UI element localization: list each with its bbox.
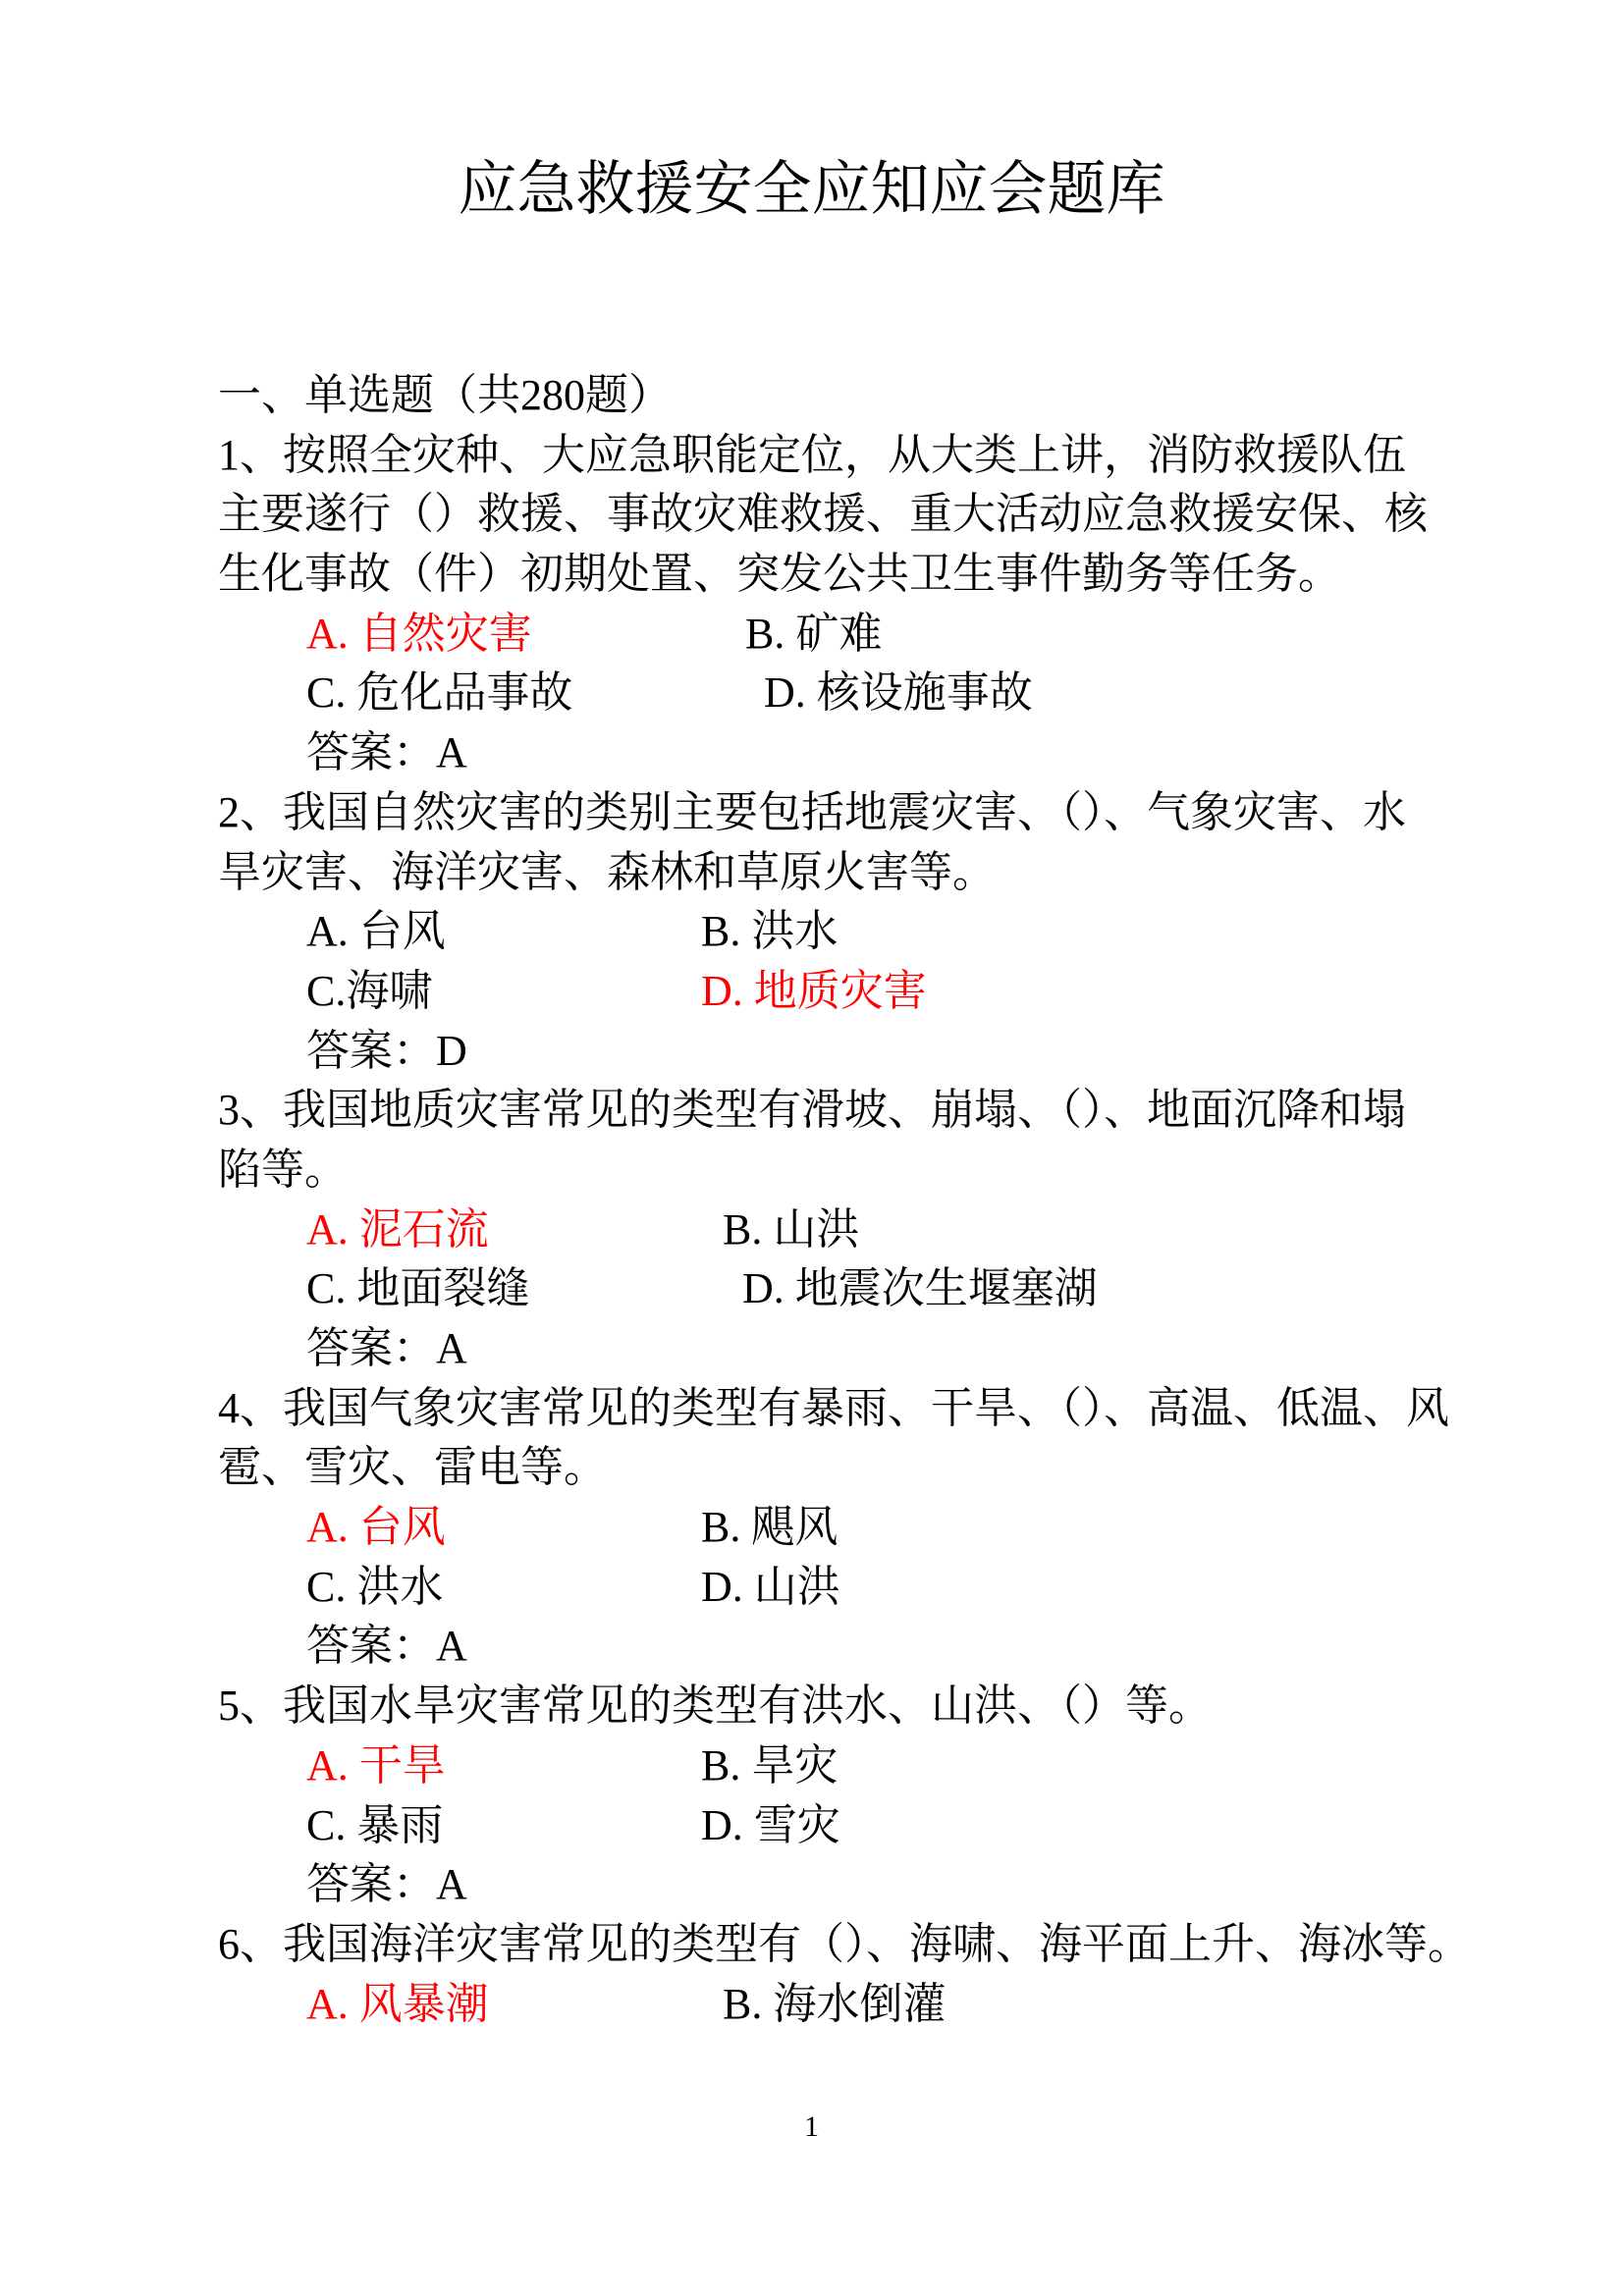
answer-label: 答案： — [306, 1860, 436, 1909]
options-row — [218, 1975, 1494, 2035]
option: C. 危化品事故 — [306, 668, 573, 718]
question-text-line: 旱灾害、海洋灾害、森林和草原火害等。 — [218, 847, 996, 896]
options-row — [218, 1796, 1494, 1856]
option: B. 飓风 — [701, 1503, 839, 1552]
question-text-line: 1、按照全灾种、大应急职能定位，从大类上讲，消防救援队伍 — [218, 430, 1406, 479]
answer-line — [218, 1319, 1494, 1379]
option: B. 山洪 — [723, 1204, 860, 1254]
page-number: 1 — [804, 2110, 819, 2143]
options-row — [218, 1498, 1494, 1558]
question-item — [218, 426, 1494, 783]
option: C. 地面裂缝 — [306, 1264, 530, 1313]
option: B. 海水倒灌 — [723, 1979, 947, 2028]
option: D. 雪灾 — [701, 1800, 840, 1849]
answer-value: A — [436, 728, 467, 777]
option-correct: A. 泥石流 — [306, 1204, 489, 1254]
option-correct: A. 台风 — [306, 1503, 446, 1552]
option: B. 矿难 — [745, 609, 883, 658]
answer-label: 答案： — [306, 1622, 436, 1671]
option: B. 旱灾 — [701, 1740, 839, 1789]
answer-value: A — [436, 1324, 467, 1372]
option-correct: D. 地质灾害 — [701, 966, 927, 1015]
options-row — [218, 1201, 1494, 1260]
question-text-line: 4、我国气象灾害常见的类型有暴雨、干旱、（）、高温、低温、风 — [218, 1383, 1449, 1432]
question-text-line: 3、我国地质灾害常见的类型有滑坡、崩塌、（）、地面沉降和塌 — [218, 1086, 1406, 1135]
options-row — [218, 1259, 1494, 1319]
options-row — [218, 902, 1494, 962]
question-item — [218, 783, 1494, 1081]
answer-label: 答案： — [306, 728, 436, 777]
option-correct: A. 风暴潮 — [306, 1979, 489, 2028]
answer-line — [218, 1022, 1494, 1082]
option: C. 洪水 — [306, 1562, 444, 1611]
section-heading: 一、单选题（共280题） — [218, 371, 672, 419]
options-row — [218, 605, 1494, 665]
answer-line — [218, 723, 1494, 783]
answer-value: D — [436, 1026, 467, 1075]
option-correct: A. 干旱 — [306, 1740, 446, 1789]
option: B. 洪水 — [701, 907, 839, 956]
option: D. 核设施事故 — [764, 668, 1033, 718]
document-title: 应急救援安全应知应会题库 — [458, 157, 1165, 222]
answer-line — [218, 1617, 1494, 1677]
option: C.海啸 — [306, 966, 433, 1015]
option: D. 地震次生堰塞湖 — [742, 1264, 1098, 1313]
options-row — [218, 962, 1494, 1022]
question-text-line: 雹、雪灾、雷电等。 — [218, 1443, 607, 1492]
answer-label: 答案： — [306, 1026, 436, 1075]
question-text-line: 2、我国自然灾害的类别主要包括地震灾害、（）、气象灾害、水 — [218, 787, 1406, 836]
question-text-line: 陷等。 — [218, 1145, 348, 1194]
option: C. 暴雨 — [306, 1800, 444, 1849]
question-item — [218, 1379, 1494, 1677]
question-text-line: 6、我国海洋灾害常见的类型有（）、海啸、海平面上升、海冰等。 — [218, 1919, 1471, 1968]
option: D. 山洪 — [701, 1562, 840, 1611]
answer-label: 答案： — [306, 1324, 436, 1372]
answer-value: A — [436, 1622, 467, 1671]
question-text-line: 主要遂行（）救援、事故灾难救援、重大活动应急救援安保、核 — [218, 490, 1428, 539]
question-item — [218, 1915, 1494, 2034]
options-row — [218, 664, 1494, 723]
option: A. 台风 — [306, 907, 446, 956]
options-row — [218, 1558, 1494, 1618]
answer-value: A — [436, 1860, 467, 1909]
question-item — [218, 1081, 1494, 1378]
question-text-line: 5、我国水旱灾害常见的类型有洪水、山洪、（）等。 — [218, 1682, 1212, 1731]
options-row — [218, 1736, 1494, 1796]
question-text-line: 生化事故（件）初期处置、突发公共卫生事件勤务等任务。 — [218, 550, 1341, 599]
option-correct: A. 自然灾害 — [306, 609, 532, 658]
question-item — [218, 1677, 1494, 1915]
question-list — [218, 366, 1494, 2034]
answer-line — [218, 1855, 1494, 1915]
